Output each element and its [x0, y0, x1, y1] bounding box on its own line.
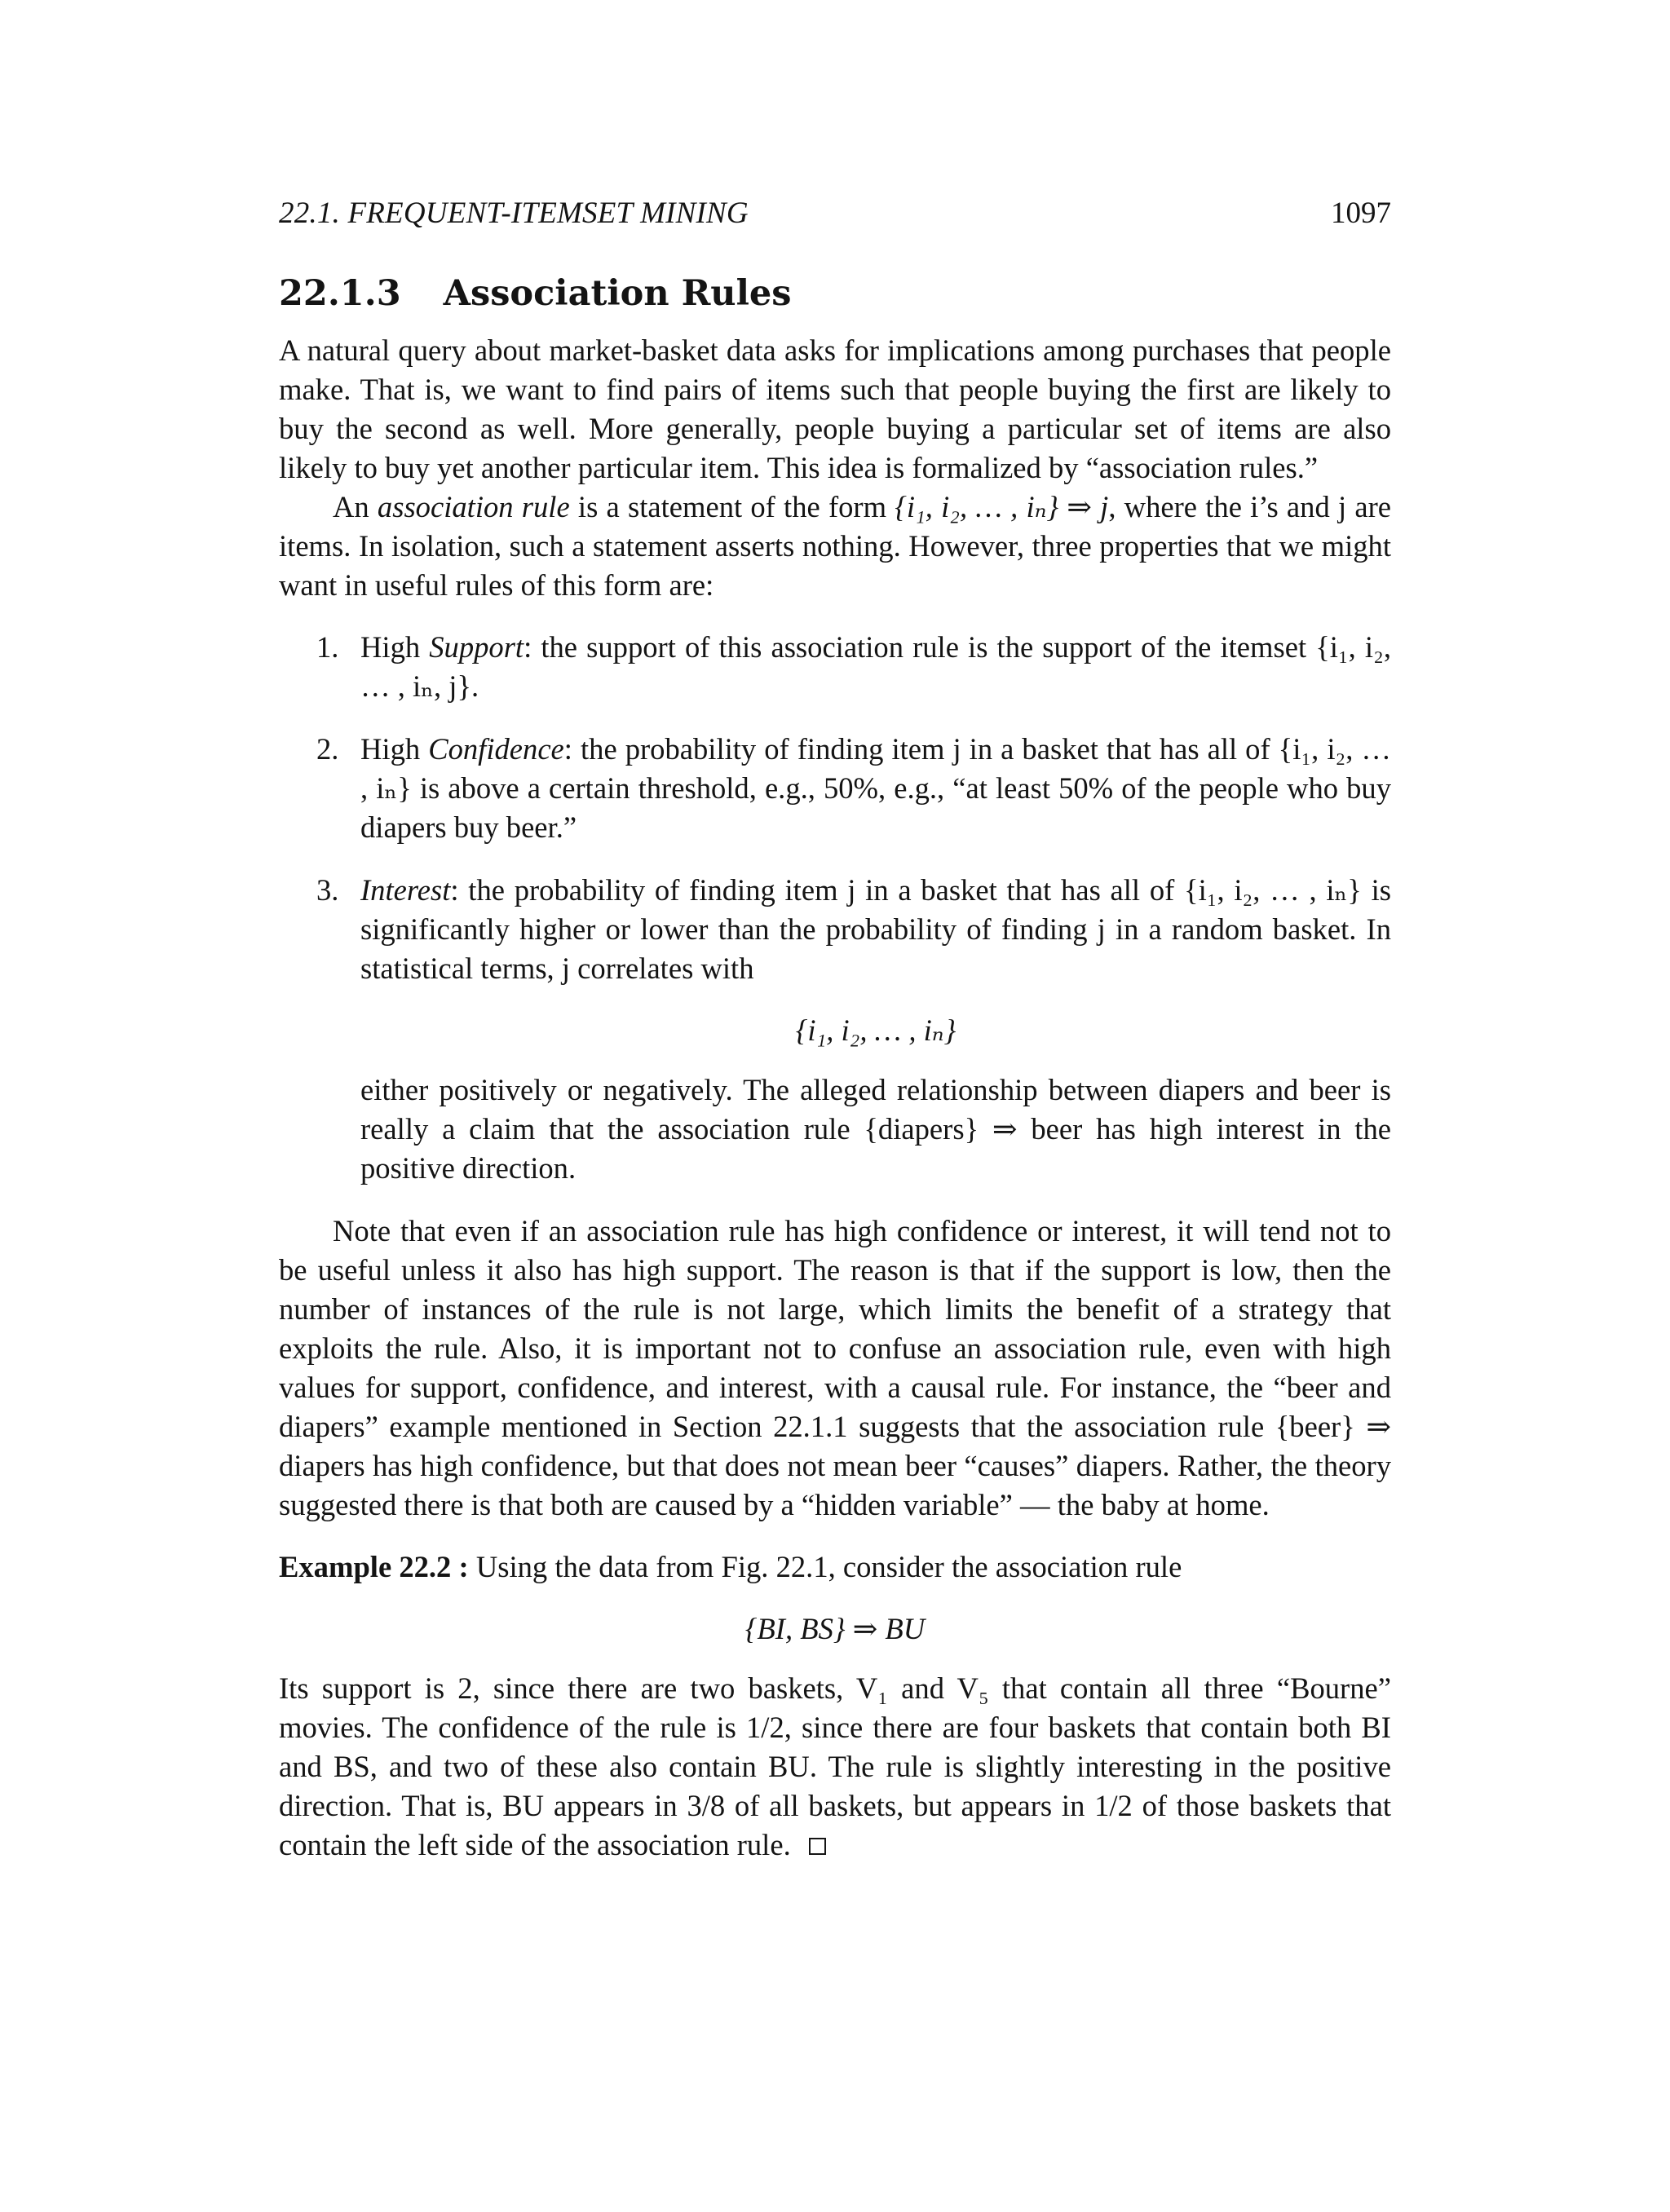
list-item: [316, 628, 1391, 706]
intro-paragraph: A natural query about market-basket data asks for implications among purchases that people make. That is, we want to find pairs of items such that people buying the first are likely to buy the second as well. More generally, people buying a particular set of items are also likely to buy yet another particular item. This idea is formalized by “association rules.”: [279, 333, 1391, 484]
note-paragraph: Note that even if an association rule has high confidence or interest, it will tend not to be useful unless it also has high support. The reason is that if the support is low, then the number of instances of the rule is not large, which limits the benefit of a strategy that exploits the rule. Also, it is important not to confuse an association rule, even with high values for support, confidence, and interest, with a causal rule. For instance, the “beer and diapers” example mentioned in Section 22.1.1 suggests that the association rule {beer} ⇒ diapers has high confidence, but that does not mean beer “causes” diapers. Rather, the theory suggested there is that both are caused by a “hidden variable” — the baby at home.: [279, 1214, 1391, 1521]
document-page: [279, 196, 1391, 1865]
example-label: Example 22.2 :: [279, 1550, 469, 1583]
property-continuation: either positively or negatively. The alleged relationship between diapers and beer is really a claim that the association rule {diapers} ⇒ beer has high interest in the positive direction.: [360, 1073, 1391, 1185]
page-header: [279, 196, 1391, 232]
property-text: : the probability of finding item j in a basket that has all of {i₁, i₂, … , iₙ} is significantly higher or lower than the probability of finding j in a random basket. In statistical terms, j correlates with: [360, 873, 1391, 985]
definition-paragraph: [279, 488, 1391, 605]
rule-formula: {i₁, i₂, … , iₙ} ⇒ j: [895, 490, 1109, 523]
page-number: 1097: [1331, 196, 1391, 230]
property-term: Interest: [360, 873, 451, 907]
definition-rest: , where the i’s and j are items. In isolation, such a statement asserts nothing. However, three properties that we might want in useful rules of this form are:: [279, 490, 1391, 602]
display-formula: {i₁, i₂, … , iₙ}: [795, 1013, 956, 1047]
section-heading: [279, 271, 1391, 316]
example-body-text: Its support is 2, since there are two baskets, V₁ and V₅ that contain all three “Bourne” movies. The confidence of the rule is 1/2, since there are four baskets that contain both BI and BS, and two of these also contain BU. The rule is slightly interesting in the positive direction. That is, BU appears in 3/8 of all baskets, but appears in 1/2 of those baskets that contain the left side of the association rule.: [279, 1671, 1391, 1861]
qed-square-icon: [809, 1838, 826, 1855]
list-marker: 1.: [316, 630, 339, 664]
section-number: 22.1.3: [279, 273, 401, 314]
property-term: Confidence: [428, 732, 564, 766]
properties-list: [279, 628, 1391, 1188]
section-title: Association Rules: [443, 273, 792, 314]
property-text: : the probability of finding item j in a basket that has all of {i₁, i₂, … , iₙ} is above a certain threshold, e.g., 50%, e.g., “at least 50% of the people who buy diapers buy beer.”: [360, 732, 1391, 844]
property-text: : the support of this association rule is the support of the itemset {i₁, i₂, … , iₙ, j}.: [360, 630, 1391, 703]
running-title: 22.1. FREQUENT-ITEMSET MINING: [279, 196, 749, 230]
example-rule: {BI, BS} ⇒ BU: [744, 1612, 926, 1645]
example-paragraph: [279, 1548, 1391, 1587]
definition-mid: is a statement of the form: [569, 490, 895, 523]
definition-term: association rule: [377, 490, 570, 523]
property-prefix: High: [360, 630, 430, 664]
list-item: [316, 730, 1391, 847]
example-intro: Using the data from Fig. 22.1, consider the association rule: [475, 1550, 1182, 1583]
list-marker: 3.: [316, 873, 339, 907]
example-body: [279, 1669, 1391, 1865]
list-marker: 2.: [316, 732, 339, 766]
list-item: [316, 871, 1391, 1188]
property-prefix: High: [360, 732, 429, 766]
property-term: Support: [429, 630, 524, 664]
definition-lead: An: [333, 490, 378, 523]
